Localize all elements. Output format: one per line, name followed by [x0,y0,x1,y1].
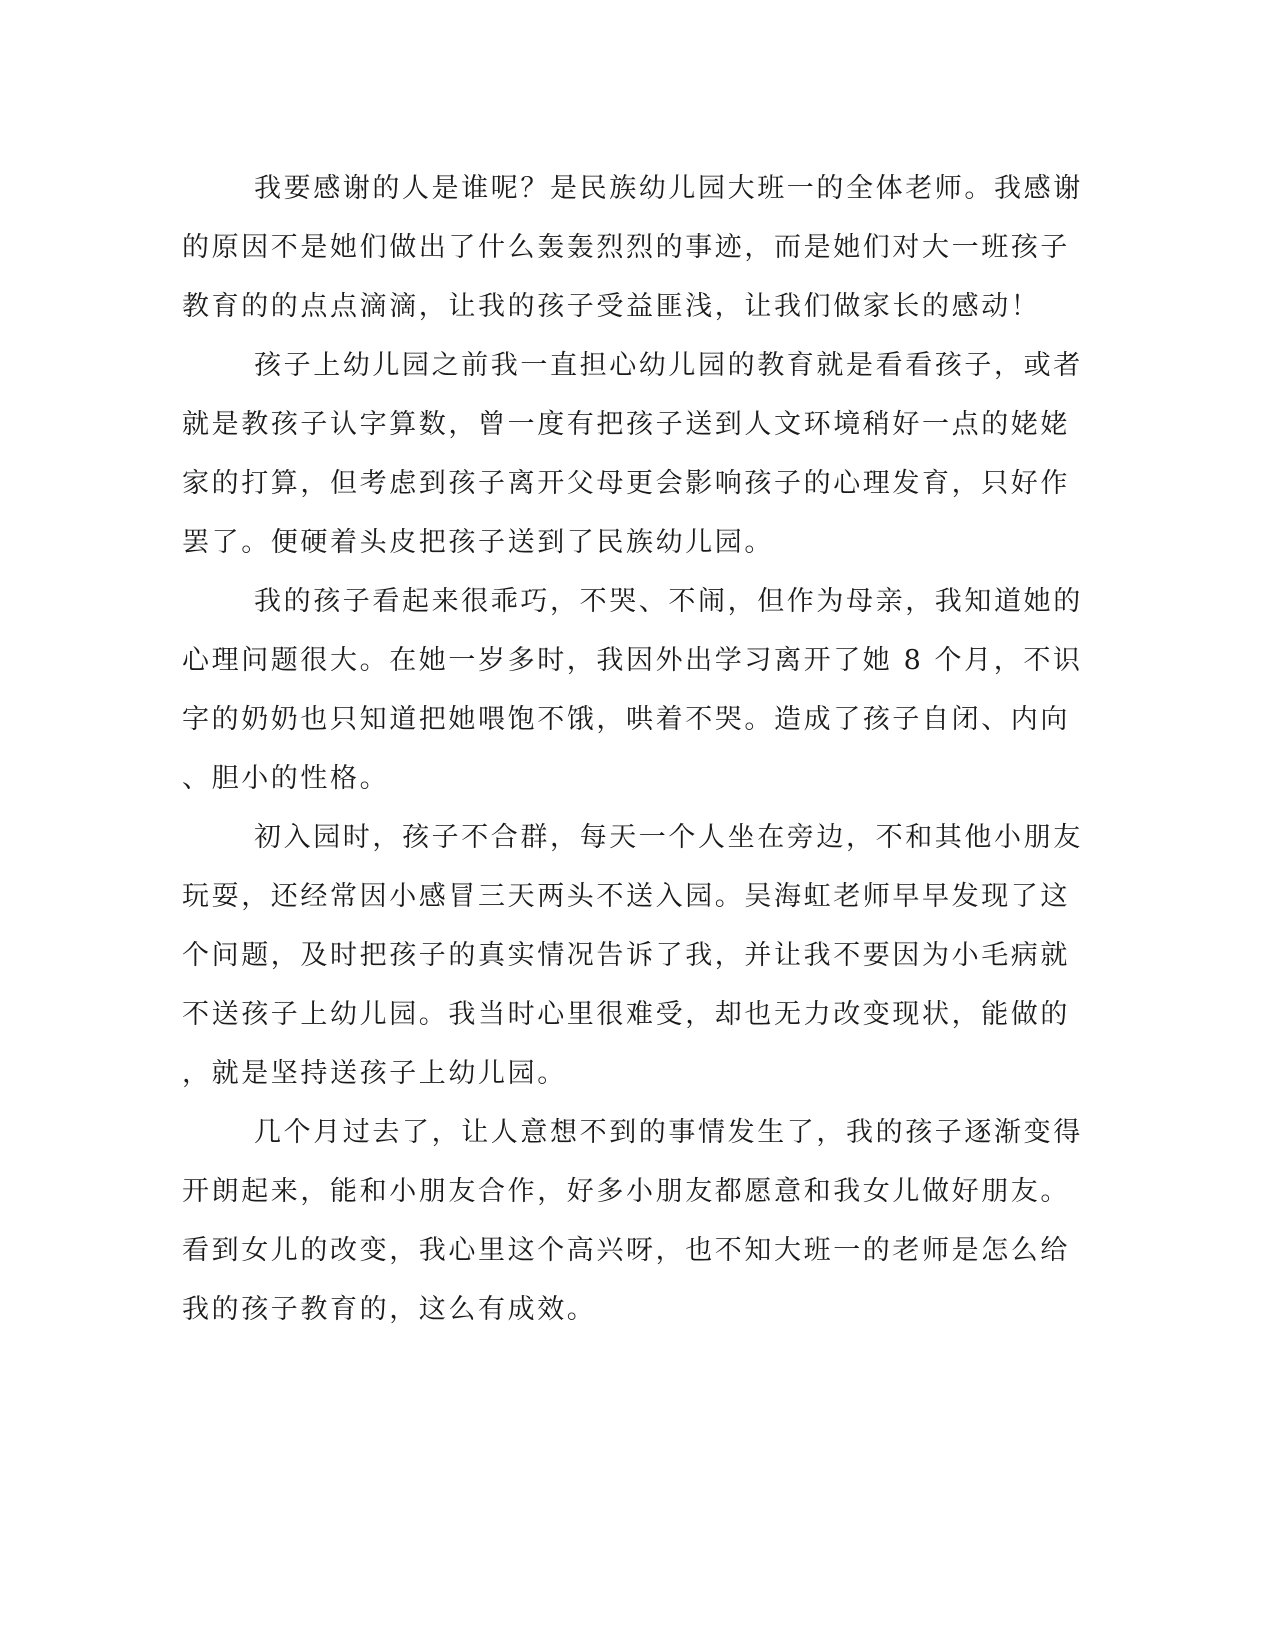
paragraph-5 [182,1103,1083,1339]
text-line: 看到女儿的改变，我心里这个高兴呀，也不知大班一的老师是怎么给 [182,1235,1070,1266]
text-line: 几个月过去了，让人意想不到的事情发生了，我的孩子逐渐变得 [254,1117,1083,1148]
text-line: 家的打算，但考虑到孩子离开父母更会影响孩子的心理发育，只好作 [182,468,1070,499]
text-line: 我要感谢的人是谁呢？是民族幼儿园大班一的全体老师。我感谢 [254,173,1083,204]
text-line: 、胆小的性格。 [182,763,390,794]
text-line: 我的孩子看起来很乖巧，不哭、不闹，但作为母亲，我知道她的 [254,586,1083,617]
document-body [182,159,1083,1339]
paragraph-1 [182,159,1083,336]
paragraph-3 [182,572,1083,808]
text-line: 个问题，及时把孩子的真实情况告诉了我，并让我不要因为小毛病就 [182,940,1070,971]
text-line: 玩耍，还经常因小感冒三天两头不送入园。吴海虹老师早早发现了这 [182,881,1070,912]
paragraph-2 [182,336,1083,572]
text-line: 不送孩子上幼儿园。我当时心里很难受，却也无力改变现状，能做的 [182,999,1070,1030]
text-line: 的原因不是她们做出了什么轰轰烈烈的事迹，而是她们对大一班孩子 [182,232,1070,263]
text-line: 开朗起来，能和小朋友合作，好多小朋友都愿意和我女儿做好朋友。 [182,1176,1070,1207]
text-line: 就是教孩子认字算数，曾一度有把孩子送到人文环境稍好一点的姥姥 [182,409,1070,440]
text-line: 罢了。便硬着头皮把孩子送到了民族幼儿园。 [182,527,774,558]
paragraph-4 [182,808,1083,1103]
text-line: 字的奶奶也只知道把她喂饱不饿，哄着不哭。造成了孩子自闭、内向 [182,704,1070,735]
text-line: 我的孩子教育的，这么有成效。 [182,1294,597,1325]
text-line: 心理问题很大。在她一岁多时，我因外出学习离开了她 8 个月，不识 [182,645,1083,676]
text-line: 初入园时，孩子不合群，每天一个人坐在旁边，不和其他小朋友 [254,822,1083,853]
text-line: 孩子上幼儿园之前我一直担心幼儿园的教育就是看看孩子，或者 [254,350,1083,381]
text-line: 教育的的点点滴滴，让我的孩子受益匪浅，让我们做家长的感动！ [182,291,1041,322]
text-line: ，就是坚持送孩子上幼儿园。 [182,1058,567,1089]
